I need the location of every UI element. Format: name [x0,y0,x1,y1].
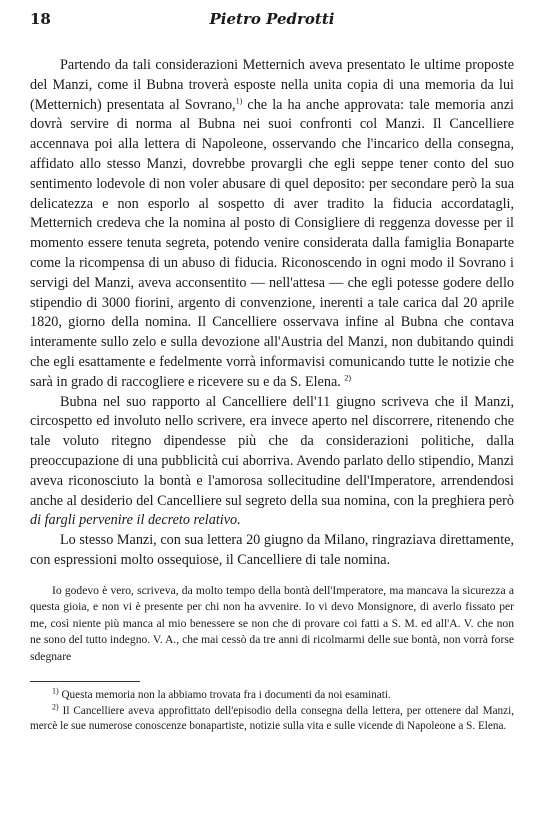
footnote-text: Questa memoria non la abbiamo trovata fra i documenti da noi esaminati. [58,689,391,702]
quoted-letter [30,583,514,666]
footnote-divider [30,681,140,682]
text-run: di fargli pervenire il decreto relativo. [30,512,241,529]
body-paragraph [30,56,514,393]
quote-paragraph: Io godevo è vero, scriveva, da molto tempo della bontà dell'Imperatore, ma mancava la sicurezza a questa gioia, e non vi è presente per chi non ha avvenire. Io vi devo Monsignore, di averlo fissato per me, così niente più manca al mio benessere se non che di provare coi fatti a S. M. ed all'A. V. che non ne sono del tutto indegno. V. A., che mai cessò da tre anni di ricolmarmi delle sue bontà, non vorrà forse sdegnare [30,583,514,663]
body-text [30,56,514,571]
footnote-text: Il Cancelliere aveva approfittato dell'episodio della consegna della lettera, per ottenere dal Manzi, mercè le sue numerose conoscenze bonapartiste, notizie sulla vita e sulle vicende di Napoleone a S. Elena. [30,704,514,733]
body-paragraph [30,393,514,532]
body-paragraph [30,531,514,571]
footnote [30,701,514,735]
text-run: Lo stesso Manzi, con sua lettera 20 giugno da Milano, ringraziava direttamente, con espressioni molto ossequiose, il Cancelliere di tale nomina. [30,532,514,568]
text-run: che la ha anche approvata: tale memoria anzi dovrà servire di norma al Bubna nei suoi confronti col Manzi. Il Cancelliere accennava poi alla lettera di Napoleone, osservando che l'incarico della consegna, affidato allo stesso Manzi, dovrebbe provargli che egli seppe tener conto del suo sentimento lodevole di non voler abusare di quel deposito: per secondare però la sua delicatezza e non esporlo al sospetto di aver tradito la fiducia accordatagli, Metternich credeva che la nomina al posto di Consigliere di reggenza dovesse per il momento essere tenuta segreta, potendo venire considerata dalla famiglia Bonaparte come la ricompensa di un abuso di fiducia. Riconoscendo in ogni modo il Sovrano i servigi del Manzi, aveva acconsentito — nell'attesa — che egli potesse godere dello stipendio di 3000 fiorini, argento di convenzione, inerenti a tale carica dal 20 aprile 1820, giorno della nomina. Il Cancelliere osservava infine al Bubna che contava interamente sullo zelo e sulla devozione all'Austria del Manzi, non dubitando quindi che egli esattamente e fedelmente vorrà informavisi comunicando tutte le notizie che sarà in grado di raccogliere e ricevere su e da S. Elena. [30,96,514,390]
page-header [30,10,514,38]
footnote-reference: 2) [344,373,352,383]
running-head: Pietro Pedrotti [209,10,335,28]
page-number: 18 [30,10,51,28]
footnotes [30,688,514,735]
book-page [30,10,514,735]
text-run: Partendo da tali considerazioni Metternich aveva presentato le ultime proposte del Manzi, come il Bubna troverà esposte nella unita copia di una memoria da lui (Metternich) presentata al Sovrano, [30,57,514,113]
footnote-marker: 2) [52,701,59,711]
footnote-reference: 1) [235,95,243,105]
text-run: Bubna nel suo rapporto al Cancelliere dell'11 giugno scriveva che il Manzi, circospetto ed involuto nello scrivere, era invece aperto nel discorrere, ritenendo che tale voluto ritegno dipendesse più che da considerazioni politiche, dalla preoccupazione di una pubblicità cui aborriva. Avendo parlato dello stipendio, Manzi aveva riconosciuto la bontà e l'amorosa sollecitudine dell'Imperatore, arrendendosi anche al desiderio del Cancelliere sul segreto della sua nomina, con la preghiera però [30,393,514,509]
footnote [30,688,514,704]
footnote-marker: 1) [52,686,59,696]
